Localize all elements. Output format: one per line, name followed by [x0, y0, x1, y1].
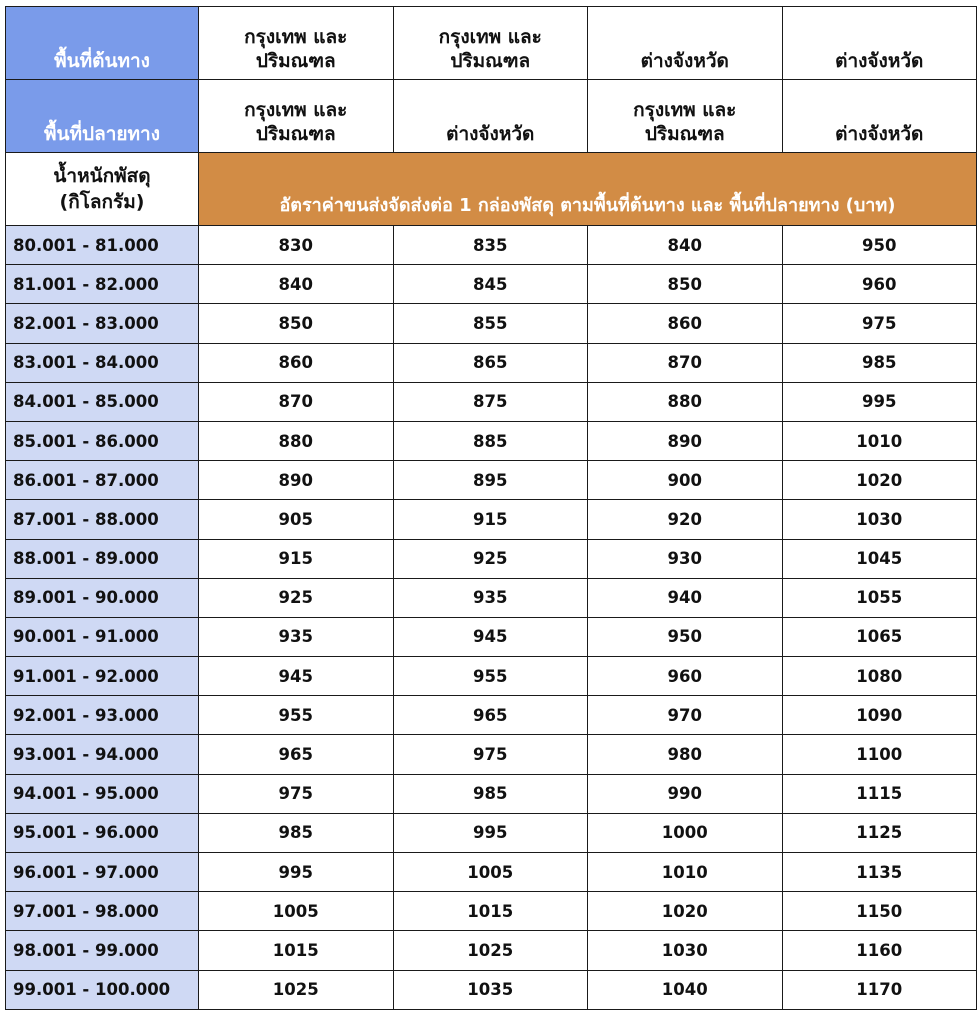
price-cell: 985	[199, 813, 394, 852]
price-cell: 905	[199, 500, 394, 539]
price-cell: 900	[588, 461, 783, 500]
price-cell: 1160	[782, 931, 977, 970]
table-row	[6, 461, 977, 500]
weight-range-cell: 98.001 - 99.000	[6, 931, 199, 970]
price-cell: 945	[393, 617, 588, 656]
weight-range-cell: 93.001 - 94.000	[6, 735, 199, 774]
price-cell: 985	[393, 774, 588, 813]
price-cell: 1005	[199, 892, 394, 931]
origin-col-3: ต่างจังหวัด	[588, 7, 783, 80]
table-row	[6, 892, 977, 931]
weight-range-cell: 89.001 - 90.000	[6, 578, 199, 617]
price-cell: 1135	[782, 853, 977, 892]
price-cell: 1065	[782, 617, 977, 656]
price-cell: 1115	[782, 774, 977, 813]
origin-col-2: กรุงเทพ และ ปริมณฑล	[393, 7, 588, 80]
price-cell: 1030	[782, 500, 977, 539]
price-cell: 965	[393, 696, 588, 735]
table-row	[6, 265, 977, 304]
price-cell: 960	[588, 657, 783, 696]
price-cell: 930	[588, 539, 783, 578]
table-row	[6, 382, 977, 421]
weight-range-cell: 95.001 - 96.000	[6, 813, 199, 852]
price-cell: 960	[782, 265, 977, 304]
price-cell: 880	[199, 421, 394, 460]
table-row	[6, 853, 977, 892]
price-cell: 845	[393, 265, 588, 304]
price-cell: 985	[782, 343, 977, 382]
price-cell: 870	[199, 382, 394, 421]
price-cell: 950	[782, 226, 977, 265]
price-cell: 1150	[782, 892, 977, 931]
price-cell: 860	[199, 343, 394, 382]
price-cell: 935	[393, 578, 588, 617]
price-cell: 935	[199, 617, 394, 656]
price-cell: 1015	[393, 892, 588, 931]
price-cell: 1170	[782, 970, 977, 1009]
price-cell: 1015	[199, 931, 394, 970]
price-cell: 895	[393, 461, 588, 500]
price-cell: 995	[393, 813, 588, 852]
price-cell: 830	[199, 226, 394, 265]
price-cell: 955	[199, 696, 394, 735]
price-cell: 890	[588, 421, 783, 460]
table-row	[6, 578, 977, 617]
price-cell: 875	[393, 382, 588, 421]
weight-range-cell: 82.001 - 83.000	[6, 304, 199, 343]
price-cell: 855	[393, 304, 588, 343]
table-row	[6, 735, 977, 774]
price-cell: 965	[199, 735, 394, 774]
price-cell: 1005	[393, 853, 588, 892]
price-cell: 980	[588, 735, 783, 774]
table-row	[6, 617, 977, 656]
price-cell: 975	[782, 304, 977, 343]
price-cell: 1055	[782, 578, 977, 617]
weight-range-cell: 88.001 - 89.000	[6, 539, 199, 578]
weight-range-cell: 94.001 - 95.000	[6, 774, 199, 813]
table-row	[6, 500, 977, 539]
price-cell: 1080	[782, 657, 977, 696]
price-cell: 890	[199, 461, 394, 500]
price-cell: 945	[199, 657, 394, 696]
price-cell: 1020	[782, 461, 977, 500]
price-cell: 1010	[588, 853, 783, 892]
destination-col-3: กรุงเทพ และ ปริมณฑล	[588, 80, 783, 153]
weight-range-cell: 85.001 - 86.000	[6, 421, 199, 460]
table-row	[6, 304, 977, 343]
price-cell: 850	[588, 265, 783, 304]
weight-range-cell: 84.001 - 85.000	[6, 382, 199, 421]
weight-label	[6, 153, 199, 226]
price-cell: 1090	[782, 696, 977, 735]
weight-range-cell: 99.001 - 100.000	[6, 970, 199, 1009]
origin-col-4: ต่างจังหวัด	[782, 7, 977, 80]
table-row	[6, 539, 977, 578]
price-cell: 995	[199, 853, 394, 892]
weight-range-cell: 87.001 - 88.000	[6, 500, 199, 539]
price-cell: 975	[393, 735, 588, 774]
table-row	[6, 226, 977, 265]
origin-col-1: กรุงเทพ และ ปริมณฑล	[199, 7, 394, 80]
price-cell: 880	[588, 382, 783, 421]
weight-range-cell: 90.001 - 91.000	[6, 617, 199, 656]
origin-header-row	[6, 7, 977, 80]
table-row	[6, 774, 977, 813]
price-cell: 840	[588, 226, 783, 265]
price-cell: 915	[199, 539, 394, 578]
price-cell: 925	[393, 539, 588, 578]
rate-table-container	[5, 6, 971, 1019]
table-row	[6, 970, 977, 1009]
price-cell: 835	[393, 226, 588, 265]
shipping-rate-table	[5, 6, 977, 1010]
price-cell: 1000	[588, 813, 783, 852]
table-row	[6, 421, 977, 460]
destination-col-2: ต่างจังหวัด	[393, 80, 588, 153]
table-row	[6, 931, 977, 970]
price-cell: 1045	[782, 539, 977, 578]
price-cell: 1010	[782, 421, 977, 460]
price-cell: 1100	[782, 735, 977, 774]
price-cell: 850	[199, 304, 394, 343]
price-cell: 885	[393, 421, 588, 460]
weight-label-line2: (กิโลกรัม)	[59, 191, 145, 213]
price-cell: 1020	[588, 892, 783, 931]
price-cell: 915	[393, 500, 588, 539]
table-row	[6, 696, 977, 735]
price-cell: 990	[588, 774, 783, 813]
destination-col-1: กรุงเทพ และ ปริมณฑล	[199, 80, 394, 153]
price-cell: 840	[199, 265, 394, 304]
price-cell: 1035	[393, 970, 588, 1009]
price-cell: 870	[588, 343, 783, 382]
price-cell: 950	[588, 617, 783, 656]
weight-range-cell: 83.001 - 84.000	[6, 343, 199, 382]
price-cell: 940	[588, 578, 783, 617]
destination-area-label: พื้นที่ปลายทาง	[6, 80, 199, 153]
price-cell: 1125	[782, 813, 977, 852]
price-cell: 970	[588, 696, 783, 735]
weight-banner-row	[6, 153, 977, 226]
weight-range-cell: 96.001 - 97.000	[6, 853, 199, 892]
weight-range-cell: 97.001 - 98.000	[6, 892, 199, 931]
price-cell: 1030	[588, 931, 783, 970]
price-cell: 925	[199, 578, 394, 617]
origin-area-label: พื้นที่ต้นทาง	[6, 7, 199, 80]
destination-col-4: ต่างจังหวัด	[782, 80, 977, 153]
weight-range-cell: 81.001 - 82.000	[6, 265, 199, 304]
weight-range-cell: 80.001 - 81.000	[6, 226, 199, 265]
weight-range-cell: 91.001 - 92.000	[6, 657, 199, 696]
price-cell: 975	[199, 774, 394, 813]
price-cell: 1025	[393, 931, 588, 970]
weight-range-cell: 86.001 - 87.000	[6, 461, 199, 500]
destination-header-row	[6, 80, 977, 153]
price-cell: 1040	[588, 970, 783, 1009]
price-cell: 1025	[199, 970, 394, 1009]
weight-range-cell: 92.001 - 93.000	[6, 696, 199, 735]
table-row	[6, 343, 977, 382]
rate-banner: อัตราค่าขนส่งจัดส่งต่อ 1 กล่องพัสดุ ตามพื้นที่ต้นทาง และ พื้นที่ปลายทาง (บาท)	[199, 153, 977, 226]
price-cell: 865	[393, 343, 588, 382]
price-cell: 995	[782, 382, 977, 421]
table-row	[6, 813, 977, 852]
price-cell: 920	[588, 500, 783, 539]
weight-label-line1: น้ำหนักพัสดุ	[53, 165, 151, 187]
table-row	[6, 657, 977, 696]
price-cell: 955	[393, 657, 588, 696]
price-cell: 860	[588, 304, 783, 343]
